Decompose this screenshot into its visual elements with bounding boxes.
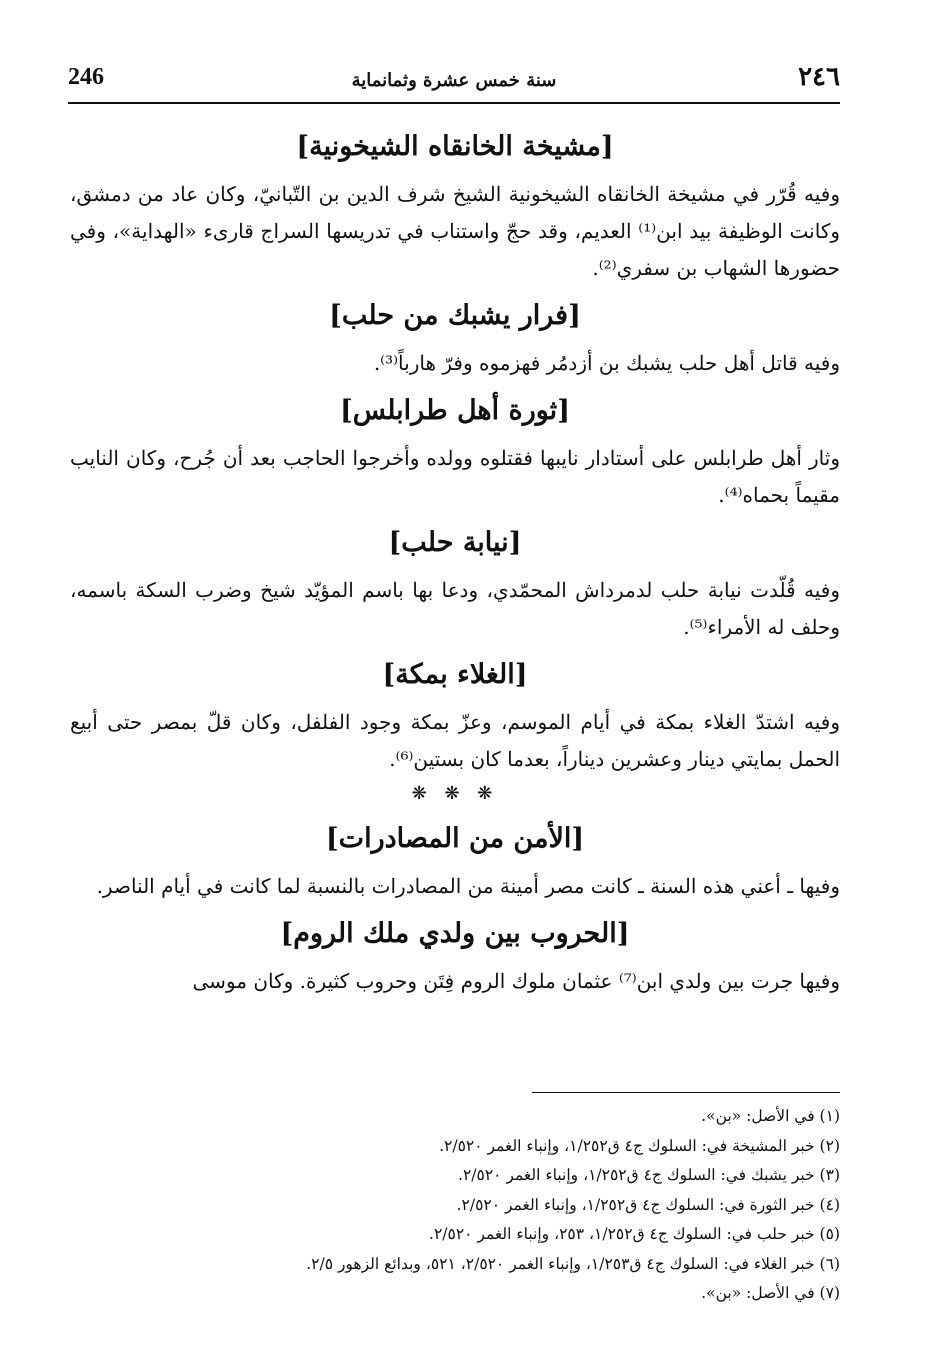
section-separator: ❋ ❋ ❋: [411, 783, 499, 804]
footnotes: [70, 1102, 840, 1309]
section-paragraph: وفيه قُرّر في مشيخة الخانقاه الشيخونية الشيخ شرف الدين بن التّبانيّ، وكان عاد من دمشق، وكانت الوظيفة بيد ابن⁽¹⁾ العديم، وقد حجّ واستناب في تدريسها السراج قارىء «الهداية»، وفي حضورها الشهاب بن سفري⁽²⁾.: [70, 182, 841, 280]
page-body: [70, 118, 840, 1000]
section-heading: [مشيخة الخانقاه الشيخونية]: [296, 131, 614, 162]
footnote: (٣) خبر يشبك في: السلوك ج٤ ق١/٢٥٢، وإنباء الغمر ٢/٥٢٠.: [458, 1166, 840, 1184]
section-paragraph: وفيها جرت بين ولدي ابن⁽⁷⁾ عثمان ملوك الروم فِتَن وحروب كثيرة. وكان موسى: [192, 969, 840, 993]
footnote-rule: [532, 1092, 840, 1093]
section-paragraph: وفيه اشتدّ الغلاء بمكة في أيام الموسم، وعزّ بمكة وجود الفلفل، وكان قلّ بمصر حتى أبيع الحمل بمايتي دينار وعشرين ديناراً، بعدما كان بستين⁽⁶⁾.: [70, 710, 840, 771]
running-title: سنة خمس عشرة وثمانماية: [351, 70, 557, 91]
page-number-arabic: ٢٤٦: [798, 62, 840, 92]
page-header: [68, 62, 840, 100]
footnote: (٦) خبر الغلاء في: السلوك ج٤ ق١/٢٥٣، وإنباء الغمر ٢/٥٢٠، ٥٢١، وبدائع الزهور ٢/٥.: [306, 1254, 840, 1273]
section-heading: [فرار يشبك من حلب]: [329, 300, 581, 331]
section-paragraph: وثار أهل طرابلس على أستادار نايبها فقتلوه وولده وأخرجوا الحاجب بعد أن جُرح، وكان النايب مقيماً بحماه⁽⁴⁾.: [70, 446, 840, 507]
header-rule: [68, 102, 840, 104]
section-paragraph: وفيه قُلّدت نيابة حلب لدمرداش المحمّدي، ودعا بها باسم المؤيّد شيخ وضرب السكة باسمه، وحلف له الأمراء⁽⁵⁾.: [70, 578, 840, 639]
footnote: (٤) خبر الثورة في: السلوك ج٤ ق١/٢٥٢، وإنباء الغمر ٢/٥٢٠.: [456, 1195, 840, 1214]
section-heading: [نيابة حلب]: [388, 527, 522, 558]
footnote: (١) في الأصل: «بن».: [701, 1107, 840, 1125]
section-heading: [ثورة أهل طرابلس]: [340, 395, 570, 426]
section-heading: [الحروب بين ولدي ملك الروم]: [280, 918, 630, 949]
section-heading: [الغلاء بمكة]: [382, 659, 528, 690]
page-number: 246: [68, 64, 104, 90]
footnote: (٥) خبر حلب في: السلوك ج٤ ق١/٢٥٢، ٢٥٣، وإنباء الغمر ٢/٥٢٠.: [429, 1225, 840, 1243]
section-heading: [الأمن من المصادرات]: [325, 823, 585, 854]
footnote: (٢) خبر المشيخة في: السلوك ج٤ ق١/٢٥٢، وإنباء الغمر ٢/٥٢٠.: [439, 1136, 840, 1155]
section-paragraph: وفيه قاتل أهل حلب يشبك بن أزدمُر فهزموه وفرّ هارباً⁽³⁾.: [373, 351, 840, 375]
section-paragraph: وفيها ـ أعني هذه السنة ـ كانت مصر أمينة من المصادرات بالنسبة لما كانت في أيام الناصر.: [96, 874, 840, 898]
footnote: (٧) في الأصل: «بن».: [701, 1284, 840, 1302]
